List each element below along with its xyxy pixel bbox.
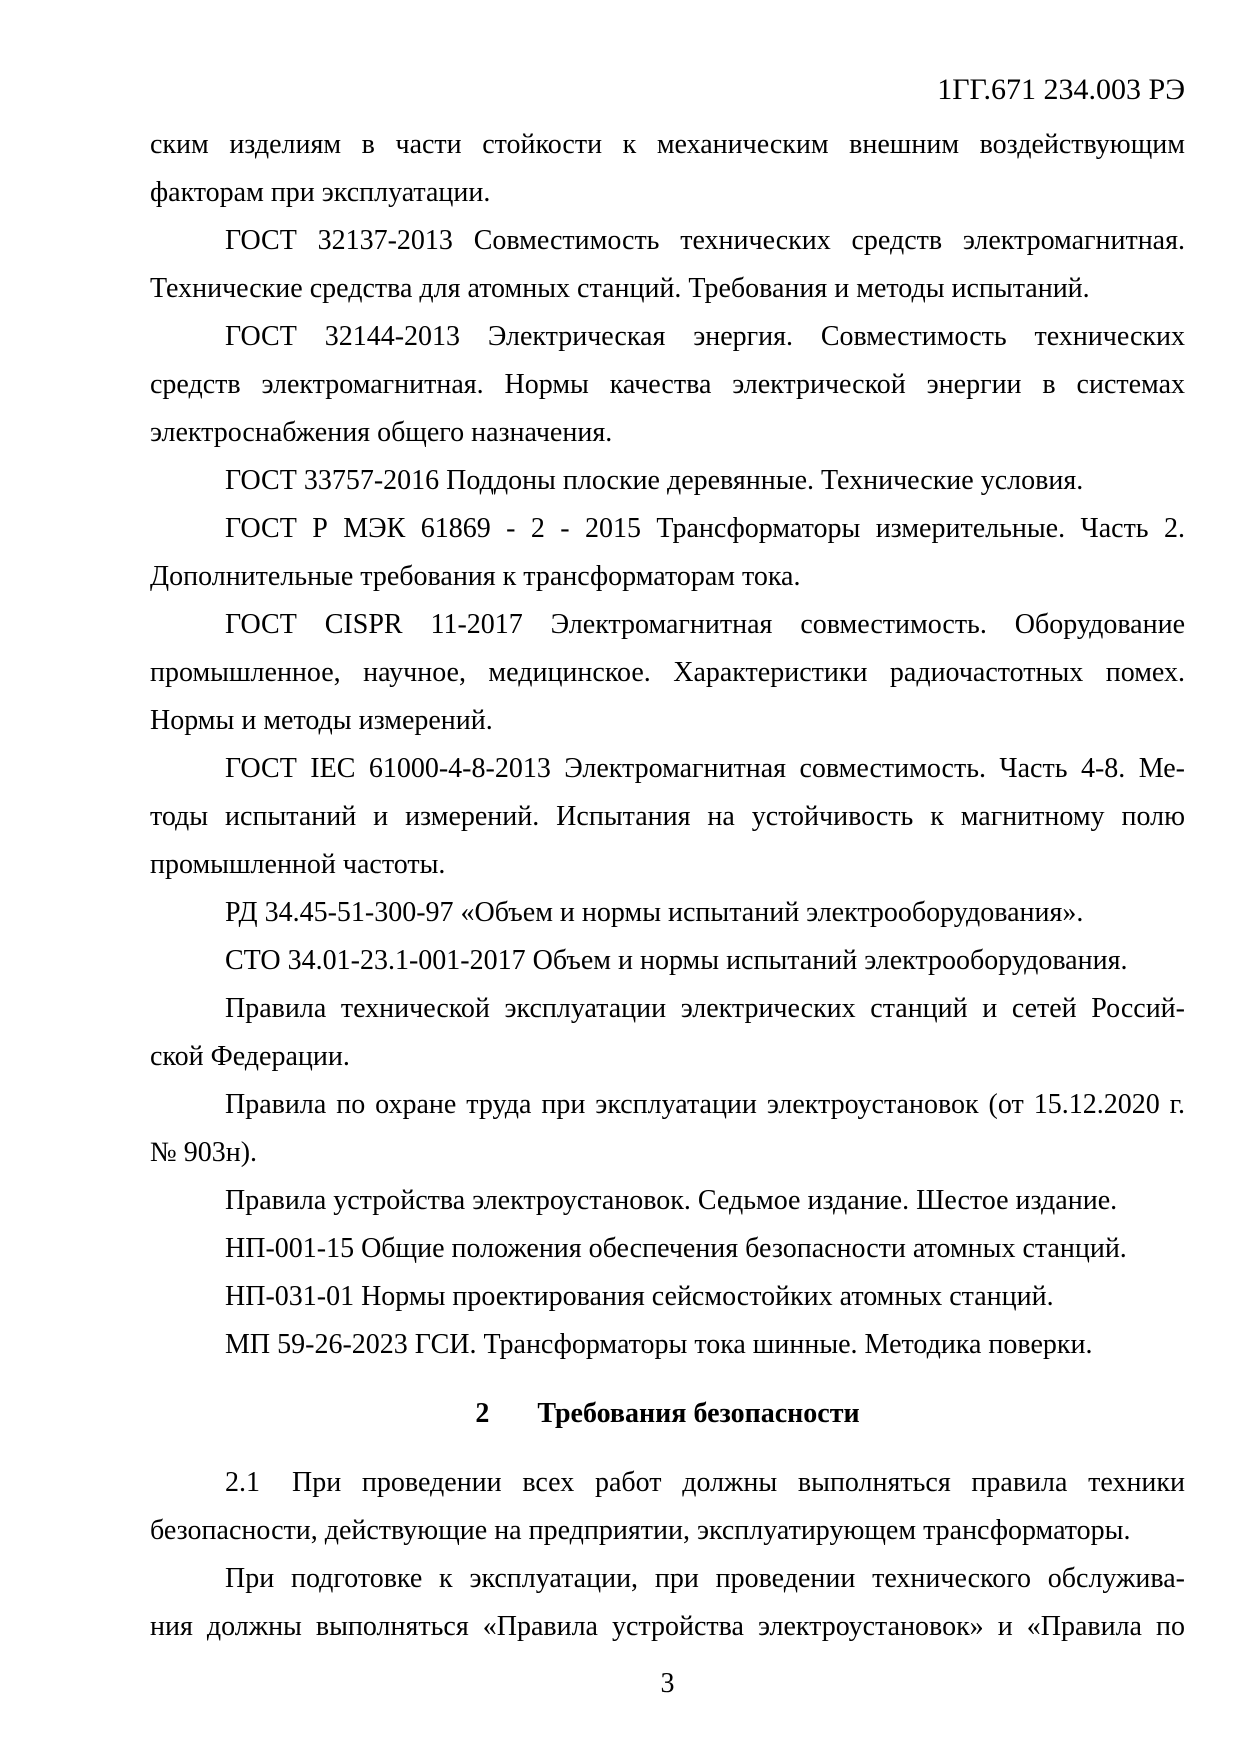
text-line: № 903н). bbox=[150, 1137, 258, 1168]
text-line: средств электромагнитная. Нормы качества электрической энергии в системах bbox=[150, 369, 1185, 400]
text-line: РД 34.45-51-300-97 «Объем и нормы испытаний электрооборудования». bbox=[225, 897, 1084, 928]
text-line: безопасности, действующие на предприятии, эксплуатирующем трансформаторы. bbox=[150, 1515, 1131, 1546]
paragraph bbox=[150, 889, 1185, 937]
document-code: 1ГГ.671 234.003 РЭ bbox=[937, 73, 1185, 106]
text-line: Дополнительные требования к трансформаторам тока. bbox=[150, 561, 801, 592]
paragraph bbox=[150, 1273, 1185, 1321]
text-line: ГОСТ 33757-2016 Поддоны плоские деревянные. Технические условия. bbox=[225, 465, 1084, 496]
text-line: ГОСТ 32144-2013 Электрическая энергия. Совместимость технических bbox=[225, 321, 1185, 352]
text-line: ГОСТ CISPR 11-2017 Электромагнитная совместимость. Оборудование bbox=[225, 609, 1185, 640]
paragraph bbox=[150, 1321, 1185, 1369]
page-number: 3 bbox=[660, 1668, 675, 1699]
text-line: ГОСТ IEC 61000-4-8-2013 Электромагнитная совместимость. Часть 4-8. Ме- bbox=[225, 753, 1185, 784]
paragraph bbox=[150, 217, 1185, 313]
text-line: 2.1 При проведении всех работ должны выполняться правила техники bbox=[225, 1467, 1185, 1498]
paragraph bbox=[150, 505, 1185, 601]
text-line: При подготовке к эксплуатации, при проведении технического обслужива- bbox=[225, 1563, 1185, 1594]
text-line: СТО 34.01-23.1-001-2017 Объем и нормы испытаний электрооборудования. bbox=[225, 945, 1128, 976]
text-line: промышленное, научное, медицинское. Характеристики радиочастотных помех. bbox=[150, 657, 1185, 688]
text-line: МП 59-26-2023 ГСИ. Трансформаторы тока шинные. Методика поверки. bbox=[225, 1329, 1093, 1360]
text-line: факторам при эксплуатации. bbox=[150, 177, 491, 208]
text-line: Технические средства для атомных станций. Требования и методы испытаний. bbox=[150, 273, 1090, 304]
clause-number: 2.1 bbox=[225, 1467, 260, 1498]
paragraph bbox=[150, 457, 1185, 505]
text-line: ской Федерации. bbox=[150, 1041, 350, 1072]
document-body bbox=[150, 121, 1185, 1651]
section-title: Требования безопасности bbox=[537, 1398, 860, 1429]
paragraph bbox=[150, 313, 1185, 457]
paragraph bbox=[150, 1177, 1185, 1225]
paragraph bbox=[150, 1555, 1185, 1651]
text-line: тоды испытаний и измерений. Испытания на устойчивость к магнитному полю bbox=[150, 801, 1185, 832]
text-line: промышленной частоты. bbox=[150, 849, 446, 880]
paragraph bbox=[150, 985, 1185, 1081]
text-line: Правила по охране труда при эксплуатации электроустановок (от 15.12.2020 г. bbox=[225, 1089, 1185, 1120]
paragraph bbox=[150, 1225, 1185, 1273]
section-heading bbox=[150, 1390, 1185, 1438]
text-line: ния должны выполняться «Правила устройства электроустановок» и «Правила по bbox=[150, 1611, 1185, 1642]
paragraph bbox=[150, 121, 1185, 217]
text-line: ским изделиям в части стойкости к механическим внешним воздействующим bbox=[150, 129, 1185, 160]
text-line: ГОСТ 32137-2013 Совместимость технических средств электромагнитная. bbox=[225, 225, 1185, 256]
paragraph bbox=[150, 745, 1185, 889]
text-line: Правила устройства электроустановок. Седьмое издание. Шестое издание. bbox=[225, 1185, 1118, 1216]
text-line: НП-031-01 Нормы проектирования сейсмостойких атомных станций. bbox=[225, 1281, 1054, 1312]
text-line: Правила технической эксплуатации электрических станций и сетей Россий- bbox=[225, 993, 1185, 1024]
paragraph bbox=[150, 1459, 1185, 1555]
text-line: Нормы и методы измерений. bbox=[150, 705, 493, 736]
text-line: ГОСТ Р МЭК 61869 - 2 - 2015 Трансформаторы измерительные. Часть 2. bbox=[225, 513, 1185, 544]
paragraph bbox=[150, 1081, 1185, 1177]
section-number: 2 bbox=[475, 1398, 490, 1429]
text-line: электроснабжения общего назначения. bbox=[150, 417, 613, 448]
paragraph bbox=[150, 601, 1185, 745]
paragraph bbox=[150, 937, 1185, 985]
text-line: НП-001-15 Общие положения обеспечения безопасности атомных станций. bbox=[225, 1233, 1127, 1264]
